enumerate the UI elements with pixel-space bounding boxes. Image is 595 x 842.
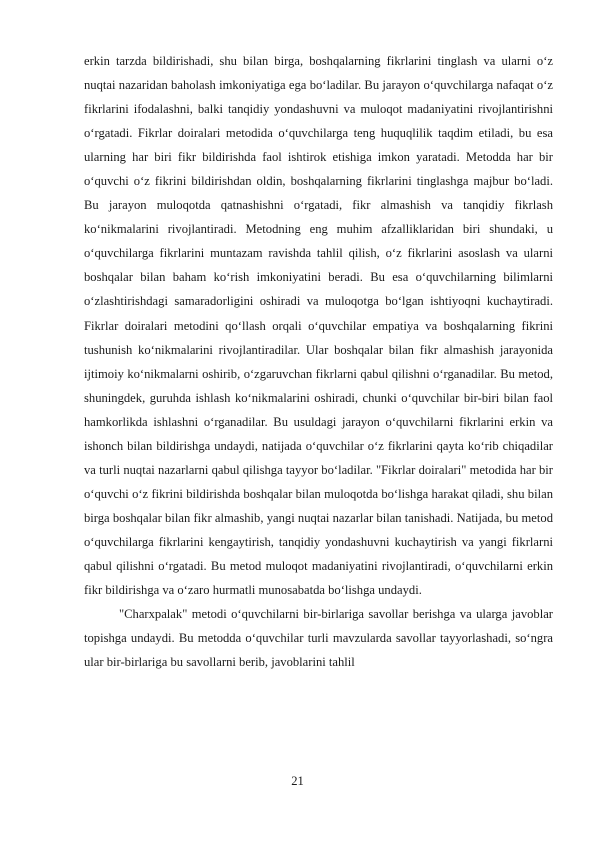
paragraph-continued: erkin tarzda bildirishadi, shu bilan birga, boshqalarning fikrlarini tinglash va ularni o‘z nuqtai nazaridan baholash imkoniyatiga ega bo‘ladilar. Bu jarayon o‘quvchilarga nafaqat o‘z fikrlarini ifodalashni, balki tanqidiy yondashuvni va muloqot madaniyatini rivojlantirishni o‘rgatadi. Fikrlar doiralari metodida o‘quvchilarga teng huquqlilik taqdim etiladi, bu esa ularning har biri fikr bildirishda faol ishtirok etishiga imkon yaratadi. Metodda har bir o‘quvchi o‘z fikrini bildirishdan oldin, boshqalarning fikrlarini tinglashga majbur bo‘ladi. Bu jarayon muloqotda qatnashishni o‘rgatadi, fikr almashish va tanqidiy fikrlash ko‘nikmalarini rivojlantiradi. Metodning eng muhim afzalliklaridan biri shundaki, u o‘quvchilarga fikrlarini muntazam ravishda tahlil qilish, o‘z fikrlarini asoslash va ularni boshqalar bilan baham ko‘rish imkoniyatini beradi. Bu esa o‘quvchilarning bilimlarni o‘zlashtirishdagi samaradorligini oshiradi va muloqotga bo‘lgan ishtiyoqni kuchaytiradi. Fikrlar doiralari metodini qo‘llash orqali o‘quvchilar empatiya va boshqalarning fikrini tushunish ko‘nikmalarini rivojlantiradilar. Ular boshqalar bilan fikr almashish jarayonida ijtimoiy ko‘nikmalarni oshirib, o‘zgaruvchan fikrlarni qabul qilishni o‘rganadilar. Bu metod, shuningdek, guruhda ishlash ko‘nikmalarini oshiradi, chunki o‘quvchilar bir-biri bilan faol hamkorlikda ishlashni o‘rganadilar. Bu usuldagi jarayon o‘quvchilarni fikrlarini erkin va ishonch bilan bildirishga undaydi, natijada o‘quvchilar o‘z fikrlarini qayta ko‘rib chiqadilar va turli nuqtai nazarlarni qabul qilishga tayyor bo‘ladilar. "Fikrlar doiralari" metodida har bir o‘quvchi o‘z fikrini bildirishda boshqalar bilan muloqotda bo‘lishga harakat qiladi, shu bilan birga boshqalar bilan fikr almashib, yangi nuqtai nazarlar bilan tanishadi. Natijada, bu metod o‘quvchilarga fikrlarini kengaytirish, tanqidiy yondashuvni kuchaytirish va yangi fikrlarni qabul qilishni o‘rgatadi. Bu metod muloqot madaniyatini rivojlantiradi, o‘quvchilarni erkin fikr bildirishga va o‘zaro hurmatli munosabatda bo‘lishga undaydi. xyxy=(84,54,553,598)
paragraph-charxpalak: "Charxpalak" metodi o‘quvchilarni bir-birlariga savollar berishga va ularga javoblar topishga undaydi. Bu metodda o‘quvchilar turli mavzularda savollar tayyorlashadi, so‘ngra ular bir-birlariga bu savollarni berib, javoblarini tahlil xyxy=(84,607,553,670)
body-text xyxy=(84,49,553,674)
page-number: 21 xyxy=(291,774,304,788)
